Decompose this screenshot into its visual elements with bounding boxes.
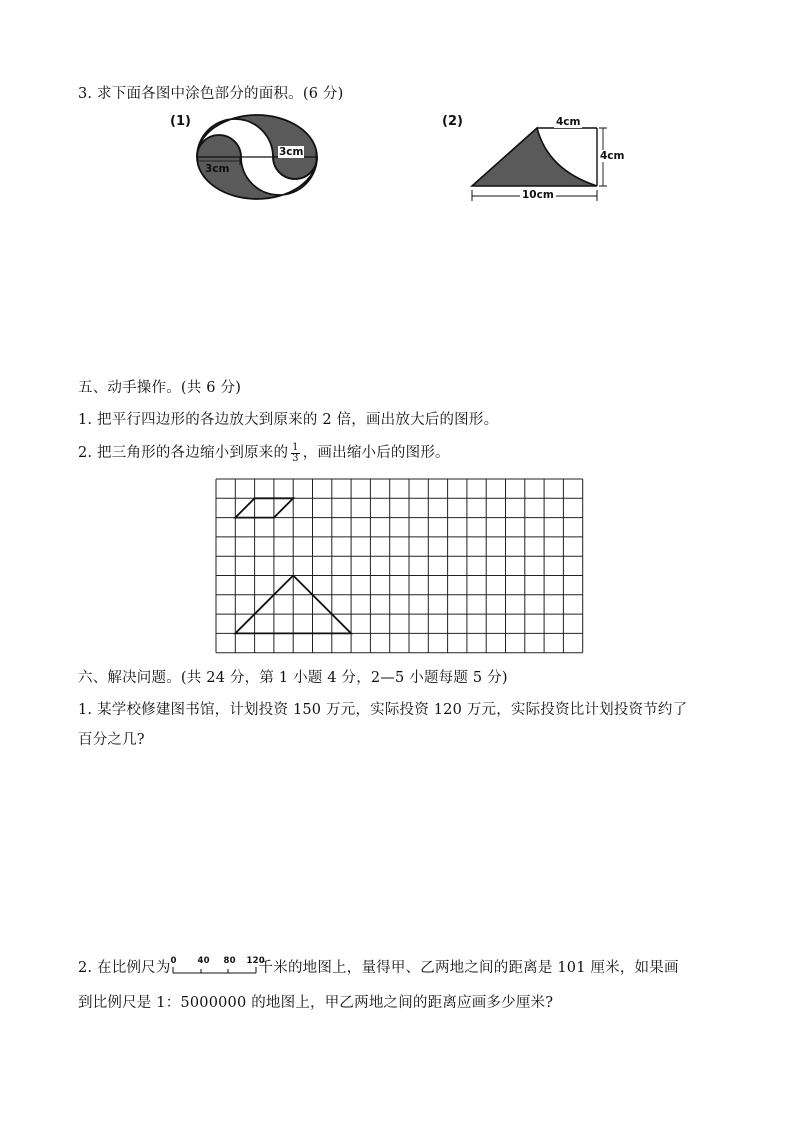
- section5-item2-pre: 2. 把三角形的各边缩小到原来的: [78, 445, 289, 461]
- fig1-dim-right: 3cm: [279, 146, 304, 158]
- fig1-label: (1): [170, 114, 191, 129]
- section6-q2-line2: 到比例尺是 1：5000000 的地图上，甲乙两地之间的距离应画多少厘米?: [78, 995, 554, 1011]
- fig2-dim-top: 4cm: [556, 116, 581, 128]
- scale-tick-120: 120: [246, 956, 265, 966]
- fig2-dim-bottom: 10cm: [522, 189, 554, 201]
- section6-q1-line1: 1. 某学校修建图书馆，计划投资 150 万元，实际投资 120 万元，实际投资比计划投资节约了: [78, 702, 688, 718]
- scale-tick-40: 40: [197, 956, 210, 966]
- q3-title: 3. 求下面各图中涂色部分的面积。(6 分): [78, 86, 344, 102]
- section6-q2-post: 千米的地图上，量得甲、乙两地之间的距离是 101 厘米，如果画: [258, 960, 679, 976]
- section5-title: 五、动手操作。(共 6 分): [78, 380, 242, 396]
- section5-item2-post: ，画出缩小后的图形。: [302, 445, 450, 461]
- section5-item1: 1. 把平行四边形的各边放大到原来的 2 倍，画出放大后的图形。: [78, 412, 499, 428]
- section6-q2-pre: 2. 在比例尺为: [78, 960, 171, 976]
- section6-title: 六、解决问题。(共 24 分，第 1 小题 4 分，2—5 小题每题 5 分): [78, 670, 508, 686]
- section6-q1-line2: 百分之几?: [78, 732, 145, 748]
- scale-bar: [170, 956, 265, 978]
- fig2-label: (2): [442, 114, 463, 129]
- section6-q2-line1: [78, 956, 679, 978]
- scale-tick-80: 80: [223, 956, 236, 966]
- scale-bar-line: [172, 958, 258, 978]
- fig1-dim-left: 3cm: [205, 163, 230, 175]
- fraction-one-third: $\frac{1}{3}$: [292, 441, 299, 464]
- scale-tick-0: 0: [170, 956, 177, 966]
- fig2-dim-side: 4cm: [600, 150, 625, 162]
- parallelogram-shape: [235, 498, 293, 517]
